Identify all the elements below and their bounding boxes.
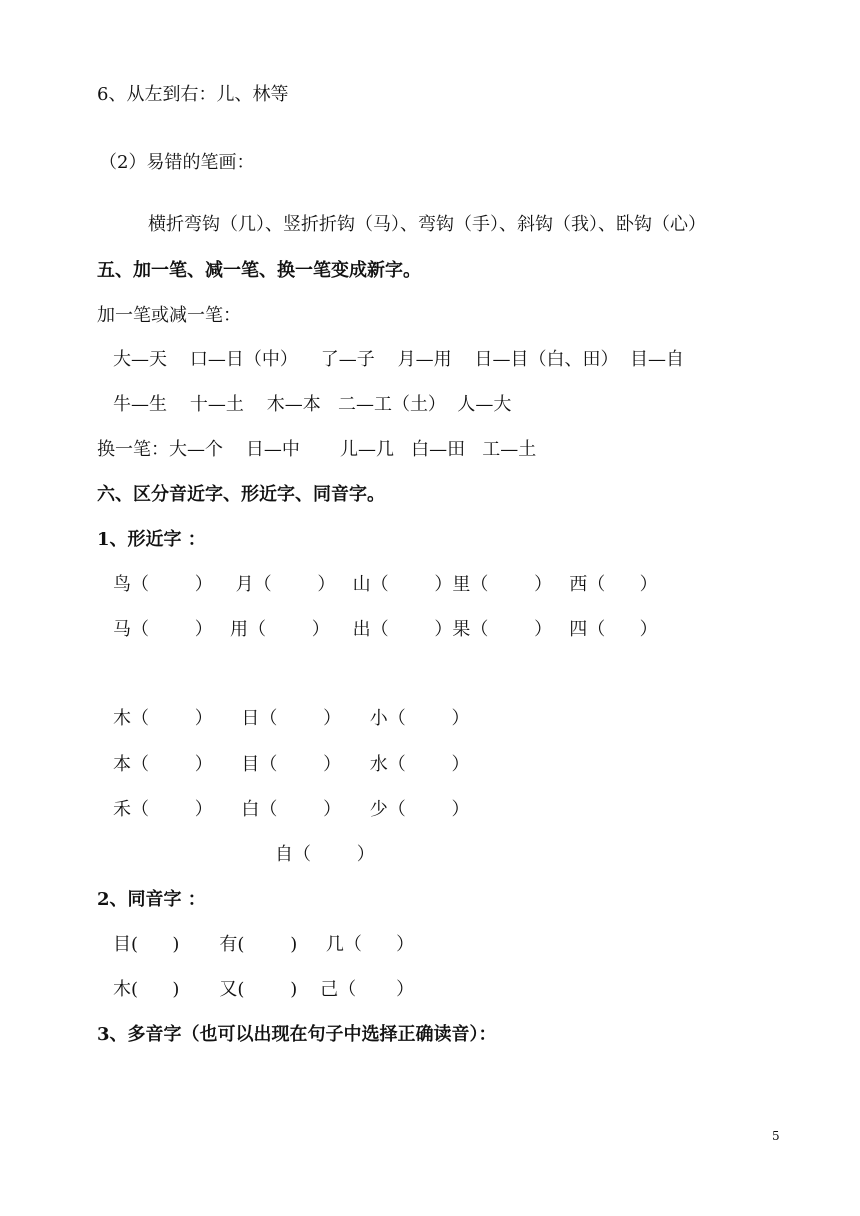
text-line: 自（ ）	[275, 844, 375, 865]
text-line: 马（ ） 用（ ） 出（ ）果（ ） 四（ ）	[113, 619, 658, 640]
text-line: 大—天 口—日（中） 了—子 月—用 日—目（白、田） 目—自	[113, 349, 684, 370]
text-line: 目( ) 有( ) 几（ ）	[113, 934, 415, 955]
text-line: （2）易错的笔画：	[99, 152, 255, 173]
text-line: 本（ ） 目（ ） 水（ ）	[113, 754, 470, 775]
text-line: 禾（ ） 白（ ） 少（ ）	[113, 799, 470, 820]
section-heading: 六、区分音近字、形近字、同音字。	[97, 484, 385, 505]
text-line: 换一笔：大—个 日—中 儿—几 白—田 工—土	[97, 439, 537, 460]
text-line: 6、从左到右：儿、林等	[97, 84, 289, 105]
text-line: 木（ ） 日（ ） 小（ ）	[113, 708, 470, 729]
subsection-heading: 3、多音字（也可以出现在句子中选择正确读音）：	[97, 1024, 497, 1045]
text-line: 牛—生 十—土 木—本 二—工（土） 人—大	[113, 394, 512, 415]
text-line: 加一笔或减一笔：	[97, 305, 241, 326]
text-line: 横折弯钩（几）、竖折折钩（马）、弯钩（手）、斜钩（我）、卧钩（心）	[148, 214, 706, 235]
page-number: 5	[772, 1129, 780, 1143]
subsection-heading: 1、形近字 ：	[97, 529, 206, 550]
section-heading: 五、加一笔、减一笔、换一笔变成新字。	[97, 260, 421, 281]
text-line: 木( ) 又( ) 己（ ）	[113, 979, 415, 1000]
text-line: 鸟（ ） 月（ ） 山（ ）里（ ） 西（ ）	[113, 574, 658, 595]
subsection-heading: 2、同音字 ：	[97, 889, 206, 910]
